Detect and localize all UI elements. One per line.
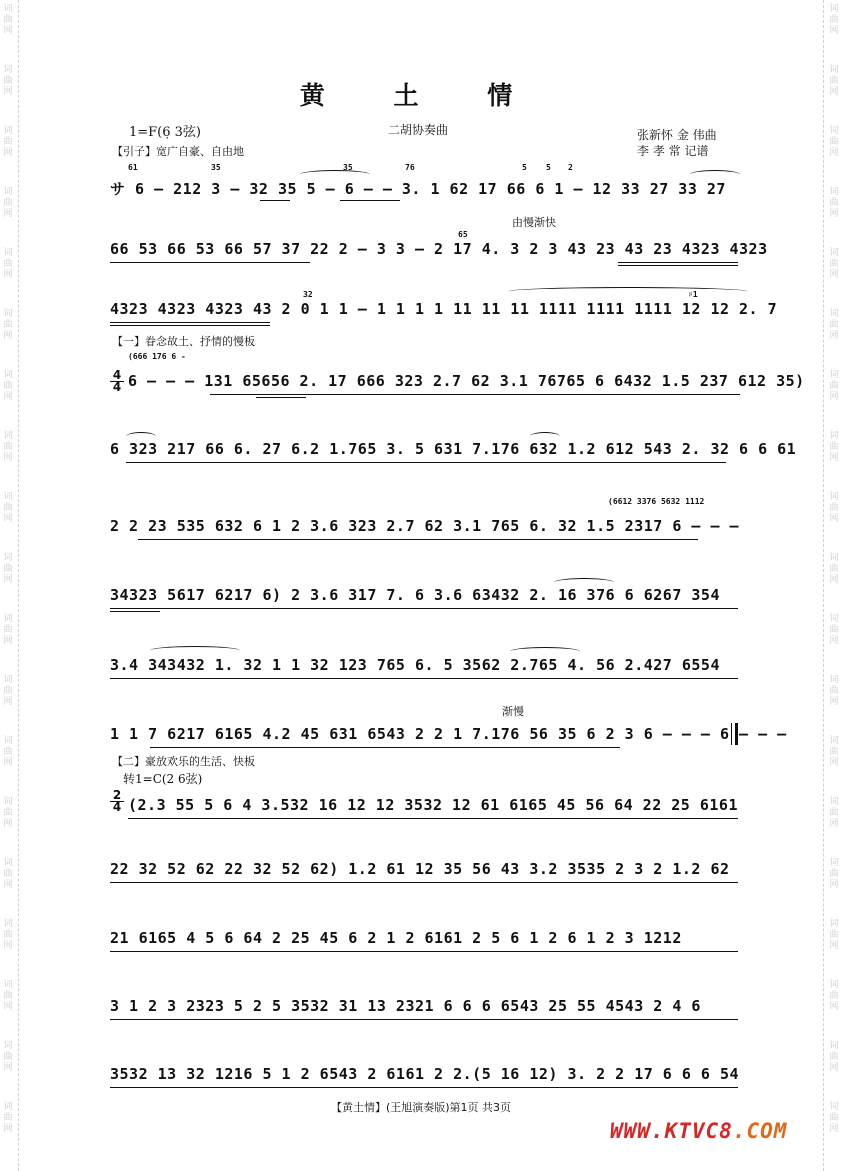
- watermark-glyphs: 词 曲 网: [3, 126, 13, 158]
- staff-line-7: [110, 586, 738, 608]
- watermark-glyphs: 词 曲 网: [829, 309, 839, 341]
- watermark-left-column: [18, 0, 35, 1171]
- section-part2-heading: 【二】豪放欢乐的生活、快板: [112, 755, 255, 768]
- watermark-glyphs: 词 曲 网: [829, 1102, 839, 1134]
- site-watermark: [610, 1119, 787, 1143]
- notation: 66 53 66 53 66 57 37 22 2 – 3 3 – 2 17 4. 3 2 3 43 23 43 23 4323 4323: [110, 240, 768, 258]
- grace-note: 32: [303, 290, 313, 299]
- notation: 34323 5617 6217 6) 2 3.6 317 7. 6 3.6 63432 2. 16 376 6 6267 354: [110, 586, 720, 604]
- watermark-glyphs: 词 曲 网: [829, 65, 839, 97]
- time-signature-bottom: 4: [110, 381, 124, 393]
- notation: 22 32 52 62 22 32 52 62) 1.2 61 12 35 56 43 3.2 3535 2 3 2 1.2 62: [110, 860, 730, 878]
- grace-note: ♯1: [688, 290, 698, 299]
- staff-line-2: [110, 240, 768, 262]
- grace-note: 2: [568, 163, 573, 172]
- watermark-glyphs: 词 曲 网: [3, 614, 13, 646]
- watermark-right-column: [807, 0, 824, 1171]
- transcriber-line: 李 孝 常 记谱: [637, 144, 709, 158]
- watermark-glyphs: 词 曲 网: [3, 675, 13, 707]
- watermark-glyphs: 词 曲 网: [3, 492, 13, 524]
- staff-line-13: [110, 997, 738, 1019]
- notation: 3 1 2 3 2323 5 2 5 3532 31 13 2321 6 6 6 6543 25 55 4543 2 4 6: [110, 997, 701, 1015]
- page-title: 黄 土 情: [299, 81, 543, 110]
- staff-line-5: [110, 440, 797, 462]
- time-signature: [110, 790, 124, 813]
- notation: 21 6165 4 5 6 64 2 25 45 6 2 1 2 6161 2 5 6 1 2 6 1 2 3 1212: [110, 929, 682, 947]
- grace-note: (666 176 6 -: [128, 352, 186, 361]
- grace-note: 5: [522, 163, 527, 172]
- grace-note: 65: [458, 230, 468, 239]
- notation: 3532 13 32 1216 5 1 2 6543 2 6161 2 2.(5 16 12) 3. 2 2 17 6 6 6 54: [110, 1065, 740, 1083]
- key-signature: 1=F(6̣ 3弦): [129, 125, 202, 140]
- grace-note: 35: [211, 163, 221, 172]
- site-name: WWW.KTVC8: [610, 1119, 733, 1143]
- watermark-glyphs: 词 曲 网: [829, 919, 839, 951]
- site-tld: .COM: [732, 1119, 788, 1143]
- section-part1-heading: 【一】眷念故土、抒情的慢板: [112, 335, 255, 348]
- watermark-glyphs: 词 曲 网: [829, 553, 839, 585]
- time-signature: [110, 370, 124, 393]
- final-barline: [731, 723, 738, 745]
- notation: 6 – – – 131 65656 2. 17 666 323 2.7 62 3.1 76765 6 6432 1.5 237 612 35): [128, 372, 805, 390]
- tempo-marking: 渐慢: [502, 705, 524, 718]
- watermark-glyphs: 词 曲 网: [829, 614, 839, 646]
- notation: 2 2 23 535 632 6 1 2 3.6 323 2.7 62 3.1 765 6. 32 1.5 2317 6 – – –: [110, 517, 740, 535]
- grace-note: 61: [128, 163, 138, 172]
- tempo-marking: 由慢渐快: [512, 216, 556, 229]
- watermark-glyphs: 词 曲 网: [3, 309, 13, 341]
- watermark-glyphs: 词 曲 网: [829, 431, 839, 463]
- watermark-glyphs: 词 曲 网: [829, 1041, 839, 1073]
- watermark-glyphs: 词 曲 网: [829, 4, 839, 36]
- watermark-glyphs: 词 曲 网: [3, 1102, 13, 1134]
- watermark-glyphs: 词 曲 网: [829, 248, 839, 280]
- watermark-glyphs: 词 曲 网: [829, 736, 839, 768]
- watermark-glyphs: 词 曲 网: [829, 126, 839, 158]
- staff-line-8: [110, 656, 738, 678]
- time-signature-top: 4: [112, 368, 122, 382]
- key-change: 转1=C(2 6弦): [123, 772, 203, 786]
- watermark-glyphs: 词 曲 网: [3, 431, 13, 463]
- staff-line-10: [128, 796, 738, 818]
- watermark-glyphs: 词 曲 网: [3, 980, 13, 1012]
- watermark-glyphs: 词 曲 网: [3, 187, 13, 219]
- staff-line-1: [110, 178, 738, 200]
- watermark-glyphs: 词 曲 网: [3, 858, 13, 890]
- staff-line-4: [128, 372, 805, 394]
- watermark-glyphs: 词 曲 网: [829, 492, 839, 524]
- composer-credits: [637, 127, 717, 159]
- watermark-glyphs: 词 曲 网: [3, 797, 13, 829]
- watermark-glyphs: 词 曲 网: [3, 736, 13, 768]
- grace-note: 5: [546, 163, 551, 172]
- watermark-glyphs: 词 曲 网: [3, 919, 13, 951]
- page-footer: 【黄土情】(王旭演奏版)第1页 共3页: [330, 1101, 512, 1114]
- watermark-glyphs: 词 曲 网: [3, 370, 13, 402]
- composer-line: 张新怀 金 伟曲: [637, 128, 717, 142]
- watermark-glyphs: 词 曲 网: [3, 65, 13, 97]
- time-signature-top: 2: [112, 788, 122, 802]
- watermark-glyphs: 词 曲 网: [3, 1041, 13, 1073]
- notation: 6 323 217 66 6. 27 6.2 1.765 3. 5 631 7.176 632 1.2 612 543 2. 32 6 6 61: [110, 440, 797, 458]
- watermark-glyphs: 词 曲 网: [829, 858, 839, 890]
- staff-line-3: [110, 300, 778, 322]
- staff-line-12: [110, 929, 738, 951]
- staff-line-9: [110, 725, 787, 747]
- notation: サ 6 – 212 3 – 32 35 5 – 6 – – 3. 1 62 17 66 6 1 – 12 33 27 33 27: [110, 180, 726, 198]
- grace-note: 76: [405, 163, 415, 172]
- watermark-glyphs: 词 曲 网: [829, 187, 839, 219]
- watermark-glyphs: 词 曲 网: [3, 248, 13, 280]
- watermark-glyphs: 词 曲 网: [3, 553, 13, 585]
- watermark-glyphs: 词 曲 网: [829, 980, 839, 1012]
- time-signature-bottom: 4: [110, 801, 124, 813]
- notation: (2.3 55 5 6 4 3.532 16 12 12 3532 12 61 6165 45 56 64 22 25 6161: [128, 796, 738, 814]
- subtitle: 二胡协奏曲: [388, 123, 449, 137]
- notation: 3.4 343432 1. 32 1 1 32 123 765 6. 5 3562 2.765 4. 56 2.427 6554: [110, 656, 720, 674]
- section-intro-heading: 【引子】宽广自豪、自由地: [112, 145, 244, 158]
- watermark-glyphs: 词 曲 网: [829, 370, 839, 402]
- watermark-glyphs: 词 曲 网: [829, 797, 839, 829]
- staff-line-6: [110, 517, 738, 539]
- notation: 1 1 7 6217 6165 4.2 45 631 6543 2 2 1 7.176 56 35 6 2 3 6 – – – 6 – – –: [110, 725, 787, 743]
- watermark-glyphs: 词 曲 网: [3, 4, 13, 36]
- grace-note: 35: [343, 163, 353, 172]
- staff-line-11: [110, 860, 738, 882]
- grace-note: (6612 3376 5632 1112: [608, 497, 705, 506]
- watermark-glyphs: 词 曲 网: [829, 675, 839, 707]
- staff-line-14: [110, 1065, 738, 1087]
- notation: 4323 4323 4323 43 2 0 1 1 – 1 1 1 1 11 11 11 1111 1111 1111 12 12 2. 7: [110, 300, 778, 318]
